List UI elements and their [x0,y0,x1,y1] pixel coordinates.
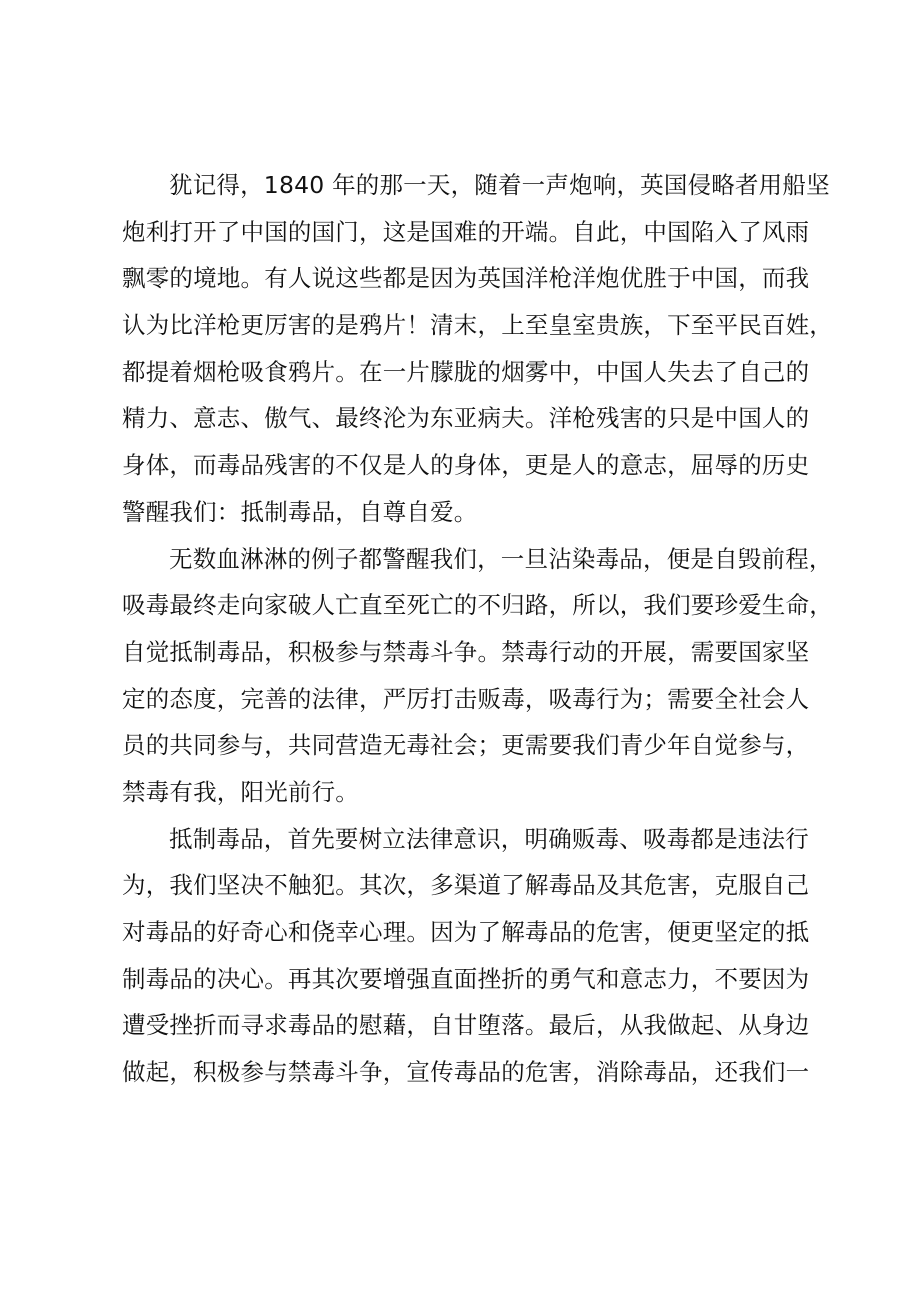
text-line: 精力、意志、傲气、最终沦为东亚病夫。洋枪残害的只是中国人的 [122,404,810,433]
paragraph-history [122,162,833,536]
text-line: 身体，而毒品残害的不仅是人的身体，更是人的意志，屈辱的历史 [122,451,810,480]
text-line: 抵制毒品，首先要树立法律意识，明确贩毒、吸毒都是违法行 [169,824,809,853]
text-line: 认为比洋枪更厉害的是鸦片！清末，上至皇室贵族，下至平民百姓， [122,311,833,340]
text-line: 为，我们坚决不触犯。其次，多渠道了解毒品及其危害，克服自己 [122,871,810,900]
text-line: 炮利打开了中国的国门，这是国难的开端。自此，中国陷入了风雨 [122,217,810,246]
text-line: 禁毒有我，阳光前行。 [122,777,359,806]
paragraph-warning [122,536,833,816]
text-line: 定的态度，完善的法律，严厉打击贩毒，吸毒行为；需要全社会人 [122,684,810,713]
paragraph-actions [122,816,810,1096]
text-line: 都提着烟枪吸食鸦片。在一片朦胧的烟雾中，中国人失去了自己的 [122,357,810,386]
text-line: 做起，积极参与禁毒斗争，宣传毒品的危害，消除毒品，还我们一 [122,1058,810,1087]
text-line: 吸毒最终走向家破人亡直至死亡的不归路，所以，我们要珍爱生命， [122,591,833,620]
text-line: 自觉抵制毒品，积极参与禁毒斗争。禁毒行动的开展，需要国家坚 [122,637,810,666]
text-line: 对毒品的好奇心和侥幸心理。因为了解毒品的危害，便更坚定的抵 [122,918,810,946]
text-line: 飘零的境地。有人说这些都是因为英国洋枪洋炮优胜于中国，而我 [122,264,810,293]
text-line: 犹记得，1840 年的那一天，随着一声炮响，英国侵略者用船坚 [169,171,830,199]
document-body [122,162,833,1096]
text-line: 无数血淋淋的例子都警醒我们，一旦沾染毒品，便是自毁前程， [169,544,833,573]
text-line: 遭受挫折而寻求毒品的慰藉，自甘堕落。最后，从我做起、从身边 [122,1011,810,1040]
text-line: 警醒我们：抵制毒品，自尊自爱。 [122,497,478,526]
text-line: 员的共同参与，共同营造无毒社会；更需要我们青少年自觉参与， [122,731,810,760]
text-line: 制毒品的决心。再其次要增强直面挫折的勇气和意志力，不要因为 [122,964,810,993]
